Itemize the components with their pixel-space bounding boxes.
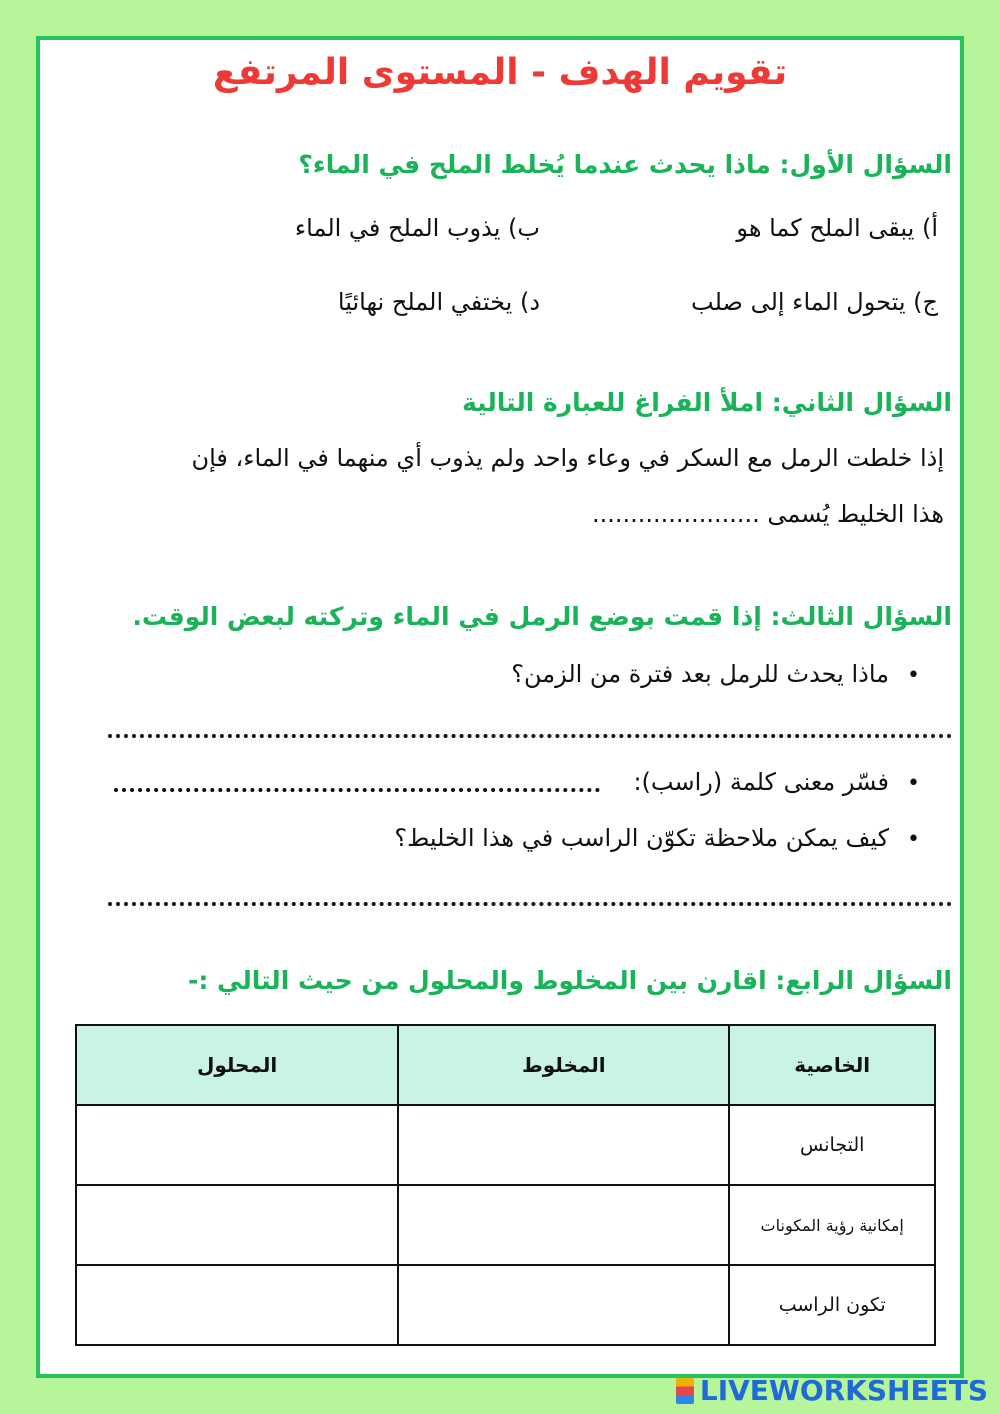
q1-option-c[interactable]: ج) يتحول الماء إلى صلب [691, 288, 938, 316]
liveworksheets-logo[interactable] [676, 1374, 988, 1407]
answer-cell-solution[interactable] [76, 1185, 398, 1265]
q4-heading: السؤال الرابع: اقارن بين المخلوط والمحلول من حيث التالي :- [187, 966, 952, 995]
q2-heading: السؤال الثاني: املأ الفراغ للعبارة التالية [461, 388, 952, 417]
table-row [76, 1265, 935, 1345]
table-header-mixture: المخلوط [398, 1025, 729, 1105]
table-header-solution: المحلول [76, 1025, 398, 1105]
comparison-table [75, 1024, 936, 1346]
q3-bullet-observe [394, 824, 920, 852]
answer-cell-mixture[interactable] [398, 1185, 729, 1265]
q2-statement-line2[interactable]: هذا الخليط يُسمى ...................... [591, 500, 944, 528]
table-row [76, 1185, 935, 1265]
q1-option-a[interactable]: أ) يبقى الملح كما هو [736, 214, 938, 242]
q1-option-b[interactable]: ب) يذوب الملح في الماء [294, 214, 540, 242]
worksheet-title: تقويم الهدف - المستوى المرتفع [212, 52, 788, 93]
answer-cell-solution[interactable] [76, 1265, 398, 1345]
q1-heading: السؤال الأول: ماذا يحدث عندما يُخلط الملح في الماء؟ [298, 150, 952, 179]
brand-text: LIVEWORKSHEETS [699, 1374, 988, 1407]
q1-option-d[interactable]: د) يختفي الملح نهائيًا [337, 288, 540, 316]
answer-cell-mixture[interactable] [398, 1265, 729, 1345]
q3-bullet-sediment-text: فسّر معنى كلمة (راسب): [633, 768, 890, 796]
table-row [76, 1105, 935, 1185]
row-label-homogeneity: التجانس [729, 1105, 935, 1185]
row-label-visibility: إمكانية رؤية المكونات [729, 1185, 935, 1265]
row-label-sediment: تكون الراسب [729, 1265, 935, 1345]
table-header-property: الخاصية [729, 1025, 935, 1105]
q3-bullet-observe-text: كيف يمكن ملاحظة تكوّن الراسب في هذا الخليط؟ [394, 824, 890, 852]
brand-badge-icon [676, 1378, 694, 1404]
answer-cell-solution[interactable] [76, 1105, 398, 1185]
q3-answer-line-2[interactable] [114, 788, 600, 792]
q2-statement-line1: إذا خلطت الرمل مع السكر في وعاء واحد ولم يذوب أي منهما في الماء، فإن [191, 444, 944, 472]
q3-answer-line-3[interactable] [108, 902, 952, 906]
answer-cell-mixture[interactable] [398, 1105, 729, 1185]
table-header-row [76, 1025, 935, 1105]
q3-bullet-sediment [633, 768, 920, 796]
q3-bullet-sand [511, 660, 920, 688]
q3-bullet-sand-text: ماذا يحدث للرمل بعد فترة من الزمن؟ [511, 660, 890, 688]
q3-heading: السؤال الثالث: إذا قمت بوضع الرمل في الماء وتركته لبعض الوقت. [132, 602, 952, 631]
q3-answer-line-1[interactable] [108, 734, 952, 738]
